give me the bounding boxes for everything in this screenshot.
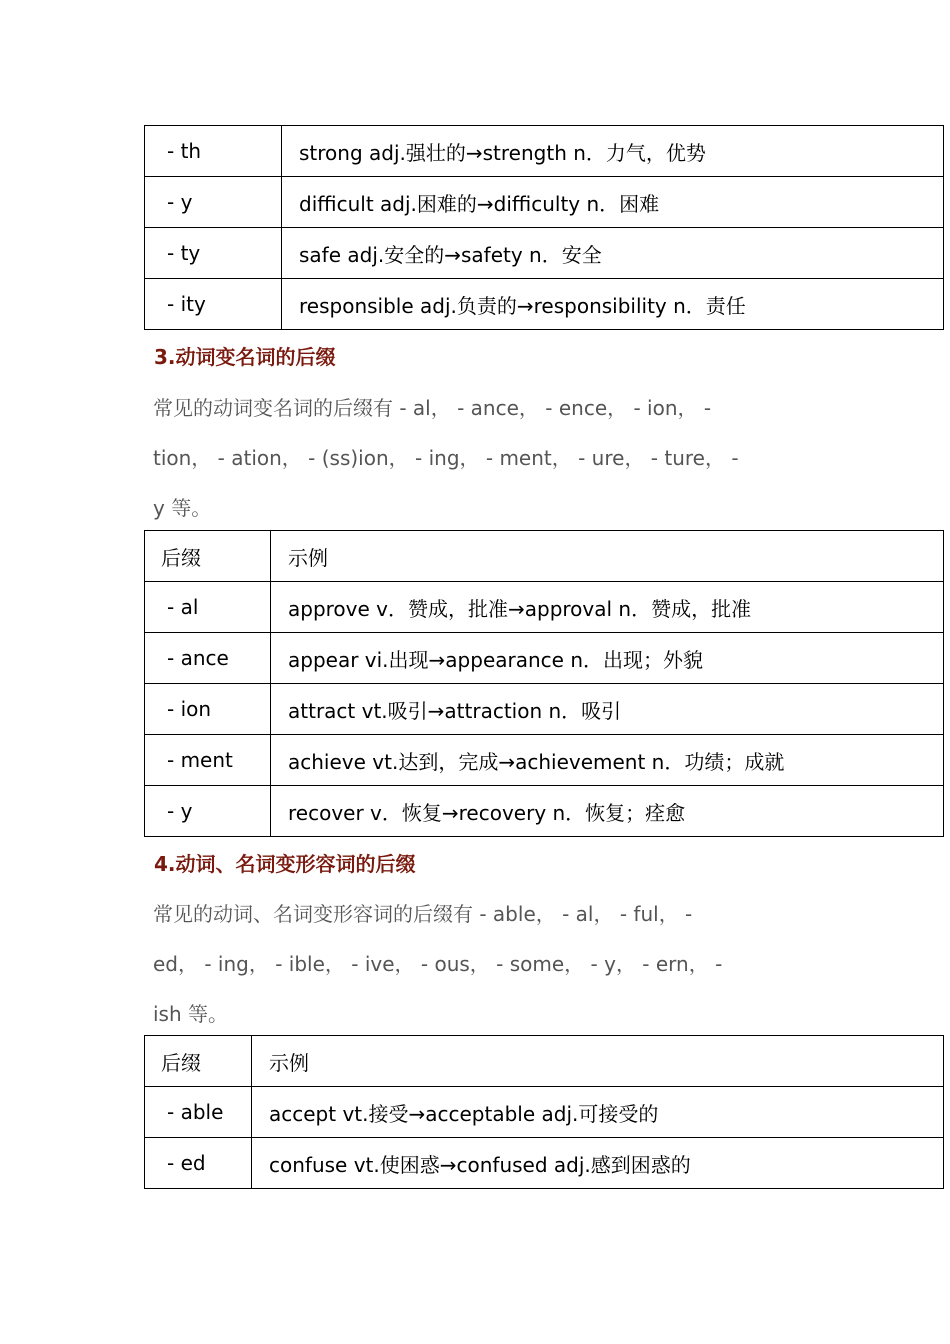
example-cell: attract vt.吸引→attraction n．吸引	[271, 684, 944, 735]
suffix-cell: - ion	[145, 684, 271, 735]
suffix-table-to-adjective	[144, 1035, 944, 1189]
suffix-cell: - y	[145, 177, 282, 228]
suffix-cell: - th	[145, 126, 282, 177]
table-header-row	[145, 1036, 944, 1087]
table-row	[145, 279, 944, 330]
section4-line-2: ed， - ing， - ible， - ive， - ous， - some， - y， - ern， -	[153, 952, 723, 976]
section4-line-1: 常见的动词、名词变形容词的后缀有 - able， - al， - ful， -	[153, 902, 693, 926]
table-row	[145, 582, 944, 633]
table-row	[145, 735, 944, 786]
example-cell: confuse vt.使困惑→confused adj.感到困惑的	[252, 1138, 944, 1189]
header-example: 示例	[271, 531, 944, 582]
header-suffix: 后缀	[145, 531, 271, 582]
table-row	[145, 786, 944, 837]
suffix-cell: - ance	[145, 633, 271, 684]
table-row	[145, 228, 944, 279]
example-cell: accept vt.接受→acceptable adj.可接受的	[252, 1087, 944, 1138]
example-cell: recover v．恢复→recovery n．恢复；痊愈	[271, 786, 944, 837]
section-heading-3: 3.动词变名词的后缀	[154, 345, 336, 369]
example-cell: difficult adj.困难的→difficulty n．困难	[282, 177, 944, 228]
example-cell: approve v．赞成，批准→approval n．赞成，批准	[271, 582, 944, 633]
header-example: 示例	[252, 1036, 944, 1087]
example-cell: appear vi.出现→appearance n．出现；外貌	[271, 633, 944, 684]
table-header-row	[145, 531, 944, 582]
suffix-cell: - ity	[145, 279, 282, 330]
suffix-table-noun	[144, 125, 944, 330]
example-cell: responsible adj.负责的→responsibility n．责任	[282, 279, 944, 330]
table-row	[145, 177, 944, 228]
table-row	[145, 1087, 944, 1138]
table-row	[145, 1138, 944, 1189]
suffix-table-verb-to-noun	[144, 530, 944, 837]
example-cell: safe adj.安全的→safety n．安全	[282, 228, 944, 279]
table-row	[145, 126, 944, 177]
section3-line-1: 常见的动词变名词的后缀有 - al， - ance， - ence， - ion， -	[153, 396, 712, 420]
suffix-cell: - ment	[145, 735, 271, 786]
suffix-cell: - al	[145, 582, 271, 633]
section3-line-2: tion， - ation， - (ss)ion， - ing， - ment， - ure， - ture， -	[153, 446, 739, 470]
example-cell: achieve vt.达到，完成→achievement n．功绩；成就	[271, 735, 944, 786]
example-cell: strong adj.强壮的→strength n．力气，优势	[282, 126, 944, 177]
header-suffix: 后缀	[145, 1036, 252, 1087]
suffix-cell: - y	[145, 786, 271, 837]
table-row	[145, 633, 944, 684]
table-row	[145, 684, 944, 735]
section4-line-3: ish 等。	[153, 1002, 229, 1026]
suffix-cell: - able	[145, 1087, 252, 1138]
suffix-cell: - ty	[145, 228, 282, 279]
section3-line-3: y 等。	[153, 496, 212, 520]
suffix-cell: - ed	[145, 1138, 252, 1189]
section-heading-4: 4.动词、名词变形容词的后缀	[154, 852, 416, 876]
